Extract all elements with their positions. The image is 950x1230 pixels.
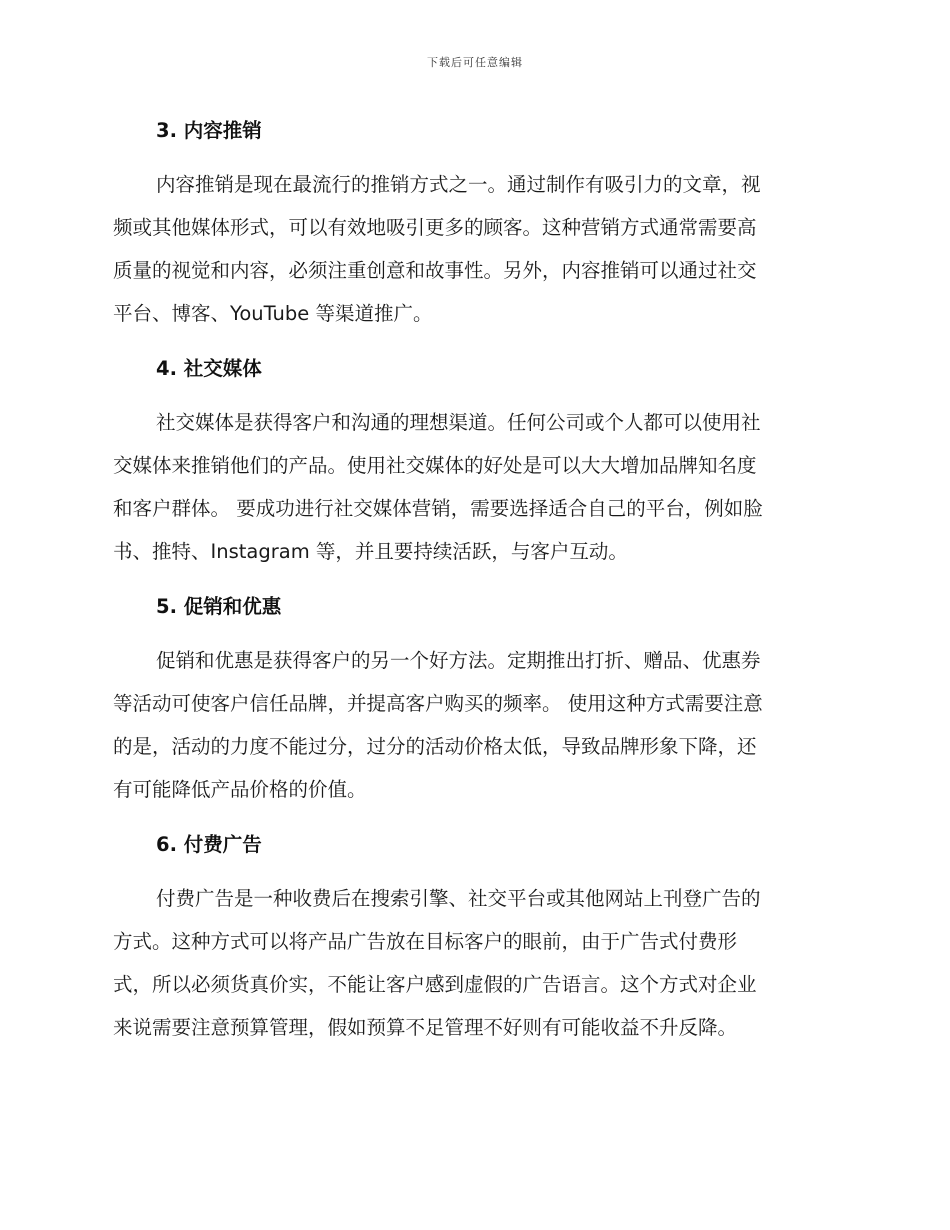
- paragraph-line: 方式。这种方式可以将产品广告放在目标客户的眼前，由于广告式付费形: [113, 930, 738, 953]
- section-paragraph: [113, 868, 835, 1060]
- paragraph-line: 平台、博客、YouTube 等渠道推广。: [113, 302, 433, 325]
- paragraph-line: 频或其他媒体形式，可以有效地吸引更多的顾客。这种营销方式通常需要高: [113, 216, 757, 239]
- section-heading: 3. 内容推销: [156, 119, 262, 142]
- paragraph-line: 的是，活动的力度不能过分，过分的活动价格太低，导致品牌形象下降，还: [113, 735, 757, 758]
- paragraph-line: 内容推销是现在最流行的推销方式之一。通过制作有吸引力的文章，视: [156, 173, 761, 196]
- paragraph-line: 书、推特、Instagram 等，并且要持续活跃，与客户互动。: [113, 540, 628, 563]
- section-heading: 5. 促销和优惠: [156, 595, 282, 618]
- paragraph-line: 付费广告是一种收费后在搜索引擎、社交平台或其他网站上刊登广告的: [156, 887, 761, 910]
- section-promotions: [113, 584, 835, 822]
- paragraph-line: 促销和优惠是获得客户的另一个好方法。定期推出打折、赠品、优惠券: [156, 649, 761, 672]
- section-heading: 6. 付费广告: [156, 833, 262, 856]
- paragraph-line: 等活动可使客户信任品牌，并提高客户购买的频率。 使用这种方式需要注意: [113, 692, 763, 715]
- section-paragraph: [113, 392, 835, 584]
- paragraph-line: 来说需要注意预算管理，假如预算不足管理不好则有可能收益不升反降。: [113, 1016, 738, 1039]
- paragraph-line: 交媒体来推销他们的产品。使用社交媒体的好处是可以大大增加品牌知名度: [113, 454, 757, 477]
- paragraph-line: 有可能降低产品价格的价值。: [113, 778, 367, 801]
- section-paragraph: [113, 630, 835, 822]
- paragraph-line: 和客户群体。 要成功进行社交媒体营销，需要选择适合自己的平台，例如脸: [113, 497, 763, 520]
- paragraph-line: 式，所以必须货真价实，不能让客户感到虚假的广告语言。这个方式对企业: [113, 973, 757, 996]
- section-heading: 4. 社交媒体: [156, 357, 262, 380]
- paragraph-line: 社交媒体是获得客户和沟通的理想渠道。任何公司或个人都可以使用社: [156, 411, 761, 434]
- page-header: 下载后可任意编辑: [427, 56, 523, 69]
- paragraph-line: 质量的视觉和内容，必须注重创意和故事性。另外，内容推销可以通过社交: [113, 259, 757, 282]
- section-content-marketing: [113, 108, 835, 346]
- section-paragraph: [113, 154, 835, 346]
- document-body: [113, 108, 835, 1060]
- section-paid-ads: [113, 822, 835, 1060]
- section-social-media: [113, 346, 835, 584]
